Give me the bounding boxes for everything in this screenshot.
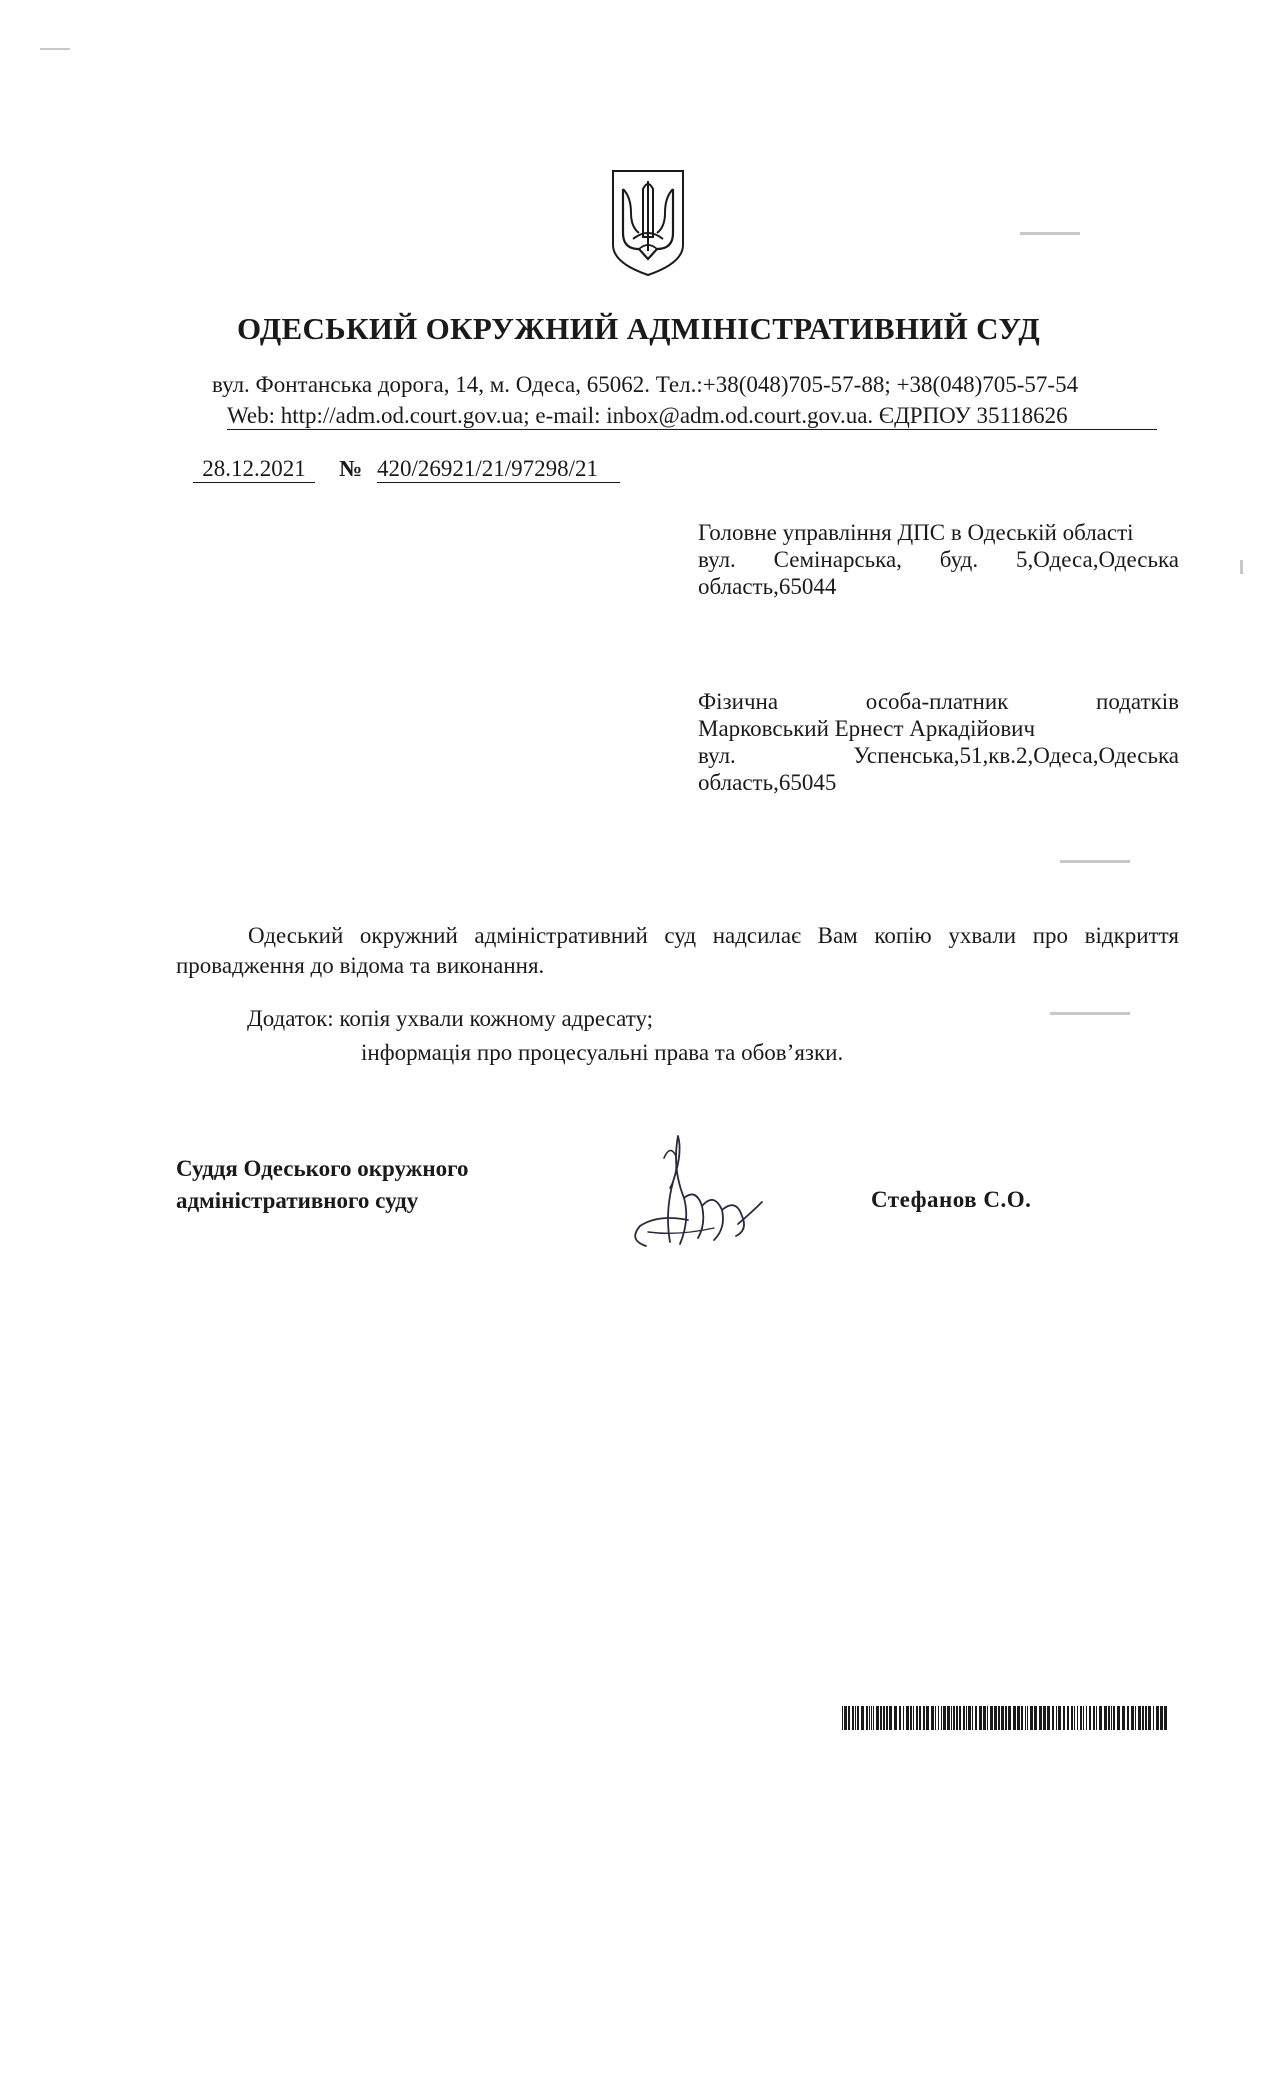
court-address: вул. Фонтанська дорога, 14, м. Одеса, 65062. Тел.:+38(048)705-57-88; +38(048)705-57-54 bbox=[212, 372, 1079, 397]
barcode-bar bbox=[903, 1706, 904, 1730]
recipient-line: Головне управління ДПС в Одеській області bbox=[698, 520, 1134, 545]
barcode-bar bbox=[1077, 1706, 1078, 1730]
barcode-bar bbox=[1086, 1706, 1087, 1730]
judge-title-line: адміністративного суду bbox=[176, 1188, 419, 1213]
barcode-bar bbox=[959, 1706, 961, 1730]
barcode-bar bbox=[941, 1706, 942, 1730]
barcode-bar bbox=[963, 1706, 965, 1730]
barcode-bar bbox=[1160, 1706, 1163, 1730]
barcode-bar bbox=[871, 1706, 872, 1730]
barcode-bar bbox=[1043, 1706, 1046, 1730]
recipient-block bbox=[698, 519, 1179, 600]
barcode-bar bbox=[1111, 1706, 1112, 1730]
scan-artifact bbox=[40, 48, 70, 50]
barcode-bar bbox=[848, 1706, 850, 1730]
barcode-bar bbox=[1142, 1706, 1144, 1730]
barcode-bar bbox=[906, 1706, 909, 1730]
barcode-bar bbox=[1030, 1706, 1033, 1730]
barcode-bar bbox=[1025, 1706, 1026, 1730]
barcode-bar bbox=[987, 1706, 988, 1730]
recipient-line: вул. Семінарська, буд. 5,Одеса,Одеська bbox=[698, 547, 1179, 572]
barcode-bar bbox=[966, 1706, 967, 1730]
barcode-bar bbox=[852, 1706, 854, 1730]
barcode-bar bbox=[1017, 1706, 1020, 1730]
barcode-bar bbox=[894, 1706, 897, 1730]
barcode-bar bbox=[869, 1706, 870, 1730]
letter-body bbox=[176, 921, 1179, 981]
body-paragraph-end: провадження до відома та виконання. bbox=[176, 953, 545, 978]
barcode-bar bbox=[844, 1706, 847, 1730]
barcode-bar bbox=[943, 1706, 946, 1730]
court-contacts: Web: http://adm.od.court.gov.ua; e-mail: inbox@adm.od.court.gov.ua. ЄДРПОУ 35118626 bbox=[227, 403, 1157, 430]
barcode-bar bbox=[1052, 1706, 1054, 1730]
barcode-bar bbox=[1067, 1706, 1069, 1730]
barcode-bar bbox=[1083, 1706, 1084, 1730]
barcode-bar bbox=[947, 1706, 950, 1730]
barcode-bar bbox=[883, 1706, 885, 1730]
barcode-bar bbox=[1156, 1706, 1159, 1730]
barcode-bar bbox=[1056, 1706, 1057, 1730]
barcode-bar bbox=[1138, 1706, 1141, 1730]
barcode-bar bbox=[1089, 1706, 1091, 1730]
barcode-bar bbox=[857, 1706, 859, 1730]
barcode-bar bbox=[1108, 1706, 1110, 1730]
barcode-bar bbox=[931, 1706, 934, 1730]
barcode-bar bbox=[972, 1706, 973, 1730]
outgoing-date: 28.12.2021 bbox=[193, 456, 315, 483]
body-paragraph: Одеський окружний адміністративний суд надсилає Вам копію ухвали про відкриття bbox=[248, 923, 1179, 948]
barcode-bar bbox=[935, 1706, 936, 1730]
barcode-bar bbox=[916, 1706, 918, 1730]
barcode-bar bbox=[861, 1706, 864, 1730]
barcode-bar bbox=[1131, 1706, 1134, 1730]
barcode-bar bbox=[953, 1706, 955, 1730]
barcode-bar bbox=[1153, 1706, 1154, 1730]
barcode-bar bbox=[910, 1706, 912, 1730]
barcode-bar bbox=[994, 1706, 997, 1730]
barcode-bar bbox=[1005, 1706, 1007, 1730]
judge-title-line: Суддя Одеського окружного bbox=[176, 1156, 469, 1181]
barcode-bar bbox=[1096, 1706, 1097, 1730]
barcode-bar bbox=[926, 1706, 929, 1730]
scan-artifact bbox=[1050, 1012, 1130, 1015]
recipient-block bbox=[698, 688, 1179, 796]
barcode-bar bbox=[913, 1706, 914, 1730]
barcode-bar bbox=[1164, 1706, 1167, 1730]
barcode-bar bbox=[866, 1706, 868, 1730]
barcode-bar bbox=[979, 1706, 982, 1730]
judge-name: Стефанов С.О. bbox=[871, 1187, 1032, 1212]
recipient-line: Марковський Ернест Аркадійович bbox=[698, 716, 1036, 741]
barcode-bar bbox=[1074, 1706, 1075, 1730]
outgoing-number: 420/26921/21/97298/21 bbox=[377, 456, 620, 483]
barcode-bar bbox=[938, 1706, 939, 1730]
barcode-bar bbox=[975, 1706, 977, 1730]
barcode-bar bbox=[919, 1706, 921, 1730]
barcode-bar bbox=[876, 1706, 879, 1730]
barcode bbox=[842, 1706, 1167, 1730]
scan-artifact bbox=[1240, 560, 1243, 574]
barcode-bar bbox=[1104, 1706, 1107, 1730]
handwritten-signature bbox=[618, 1128, 768, 1258]
coat-of-arms-icon bbox=[609, 167, 687, 279]
recipient-line: область,65045 bbox=[698, 770, 837, 795]
barcode-bar bbox=[1080, 1706, 1082, 1730]
scan-artifact bbox=[1060, 860, 1130, 863]
barcode-bar bbox=[1145, 1706, 1147, 1730]
barcode-bar bbox=[842, 1706, 843, 1730]
barcode-bar bbox=[983, 1706, 986, 1730]
attachment-line: інформація про процесуальні права та обов’язки. bbox=[361, 1040, 844, 1065]
recipient-line: область,65044 bbox=[698, 574, 837, 599]
barcode-bar bbox=[1117, 1706, 1120, 1730]
barcode-bar bbox=[990, 1706, 993, 1730]
barcode-bar bbox=[1001, 1706, 1004, 1730]
recipient-line: вул. Успенська,51,кв.2,Одеса,Одеська bbox=[698, 743, 1179, 768]
barcode-bar bbox=[899, 1706, 901, 1730]
barcode-bar bbox=[1122, 1706, 1125, 1730]
barcode-bar bbox=[923, 1706, 925, 1730]
barcode-bar bbox=[1099, 1706, 1102, 1730]
barcode-bar bbox=[889, 1706, 892, 1730]
barcode-bar bbox=[1008, 1706, 1011, 1730]
barcode-bar bbox=[951, 1706, 952, 1730]
barcode-bar bbox=[1071, 1706, 1073, 1730]
barcode-bar bbox=[1127, 1706, 1129, 1730]
barcode-bar bbox=[1047, 1706, 1050, 1730]
barcode-bar bbox=[886, 1706, 888, 1730]
barcode-bar bbox=[1148, 1706, 1151, 1730]
barcode-bar bbox=[1058, 1706, 1061, 1730]
barcode-bar bbox=[1021, 1706, 1023, 1730]
court-name-heading: ОДЕСЬКИЙ ОКРУЖНИЙ АДМІНІСТРАТИВНИЙ СУД bbox=[237, 311, 1040, 346]
barcode-bar bbox=[1135, 1706, 1136, 1730]
recipient-line: Фізична особа-платник податків bbox=[698, 689, 1179, 714]
barcode-bar bbox=[855, 1706, 856, 1730]
barcode-bar bbox=[1027, 1706, 1028, 1730]
barcode-bar bbox=[1013, 1706, 1016, 1730]
barcode-bar bbox=[1034, 1706, 1037, 1730]
barcode-bar bbox=[880, 1706, 882, 1730]
barcode-bar bbox=[1063, 1706, 1065, 1730]
barcode-bar bbox=[1113, 1706, 1115, 1730]
scan-artifact bbox=[1020, 232, 1080, 235]
barcode-bar bbox=[873, 1706, 874, 1730]
barcode-bar bbox=[1039, 1706, 1042, 1730]
attachment-line: Додаток: копія ухвали кожному адресату; bbox=[247, 1006, 654, 1031]
barcode-bar bbox=[956, 1706, 958, 1730]
number-sign: № bbox=[339, 456, 363, 481]
barcode-bar bbox=[1093, 1706, 1095, 1730]
barcode-bar bbox=[998, 1706, 1000, 1730]
judge-title bbox=[176, 1153, 468, 1217]
barcode-bar bbox=[968, 1706, 971, 1730]
